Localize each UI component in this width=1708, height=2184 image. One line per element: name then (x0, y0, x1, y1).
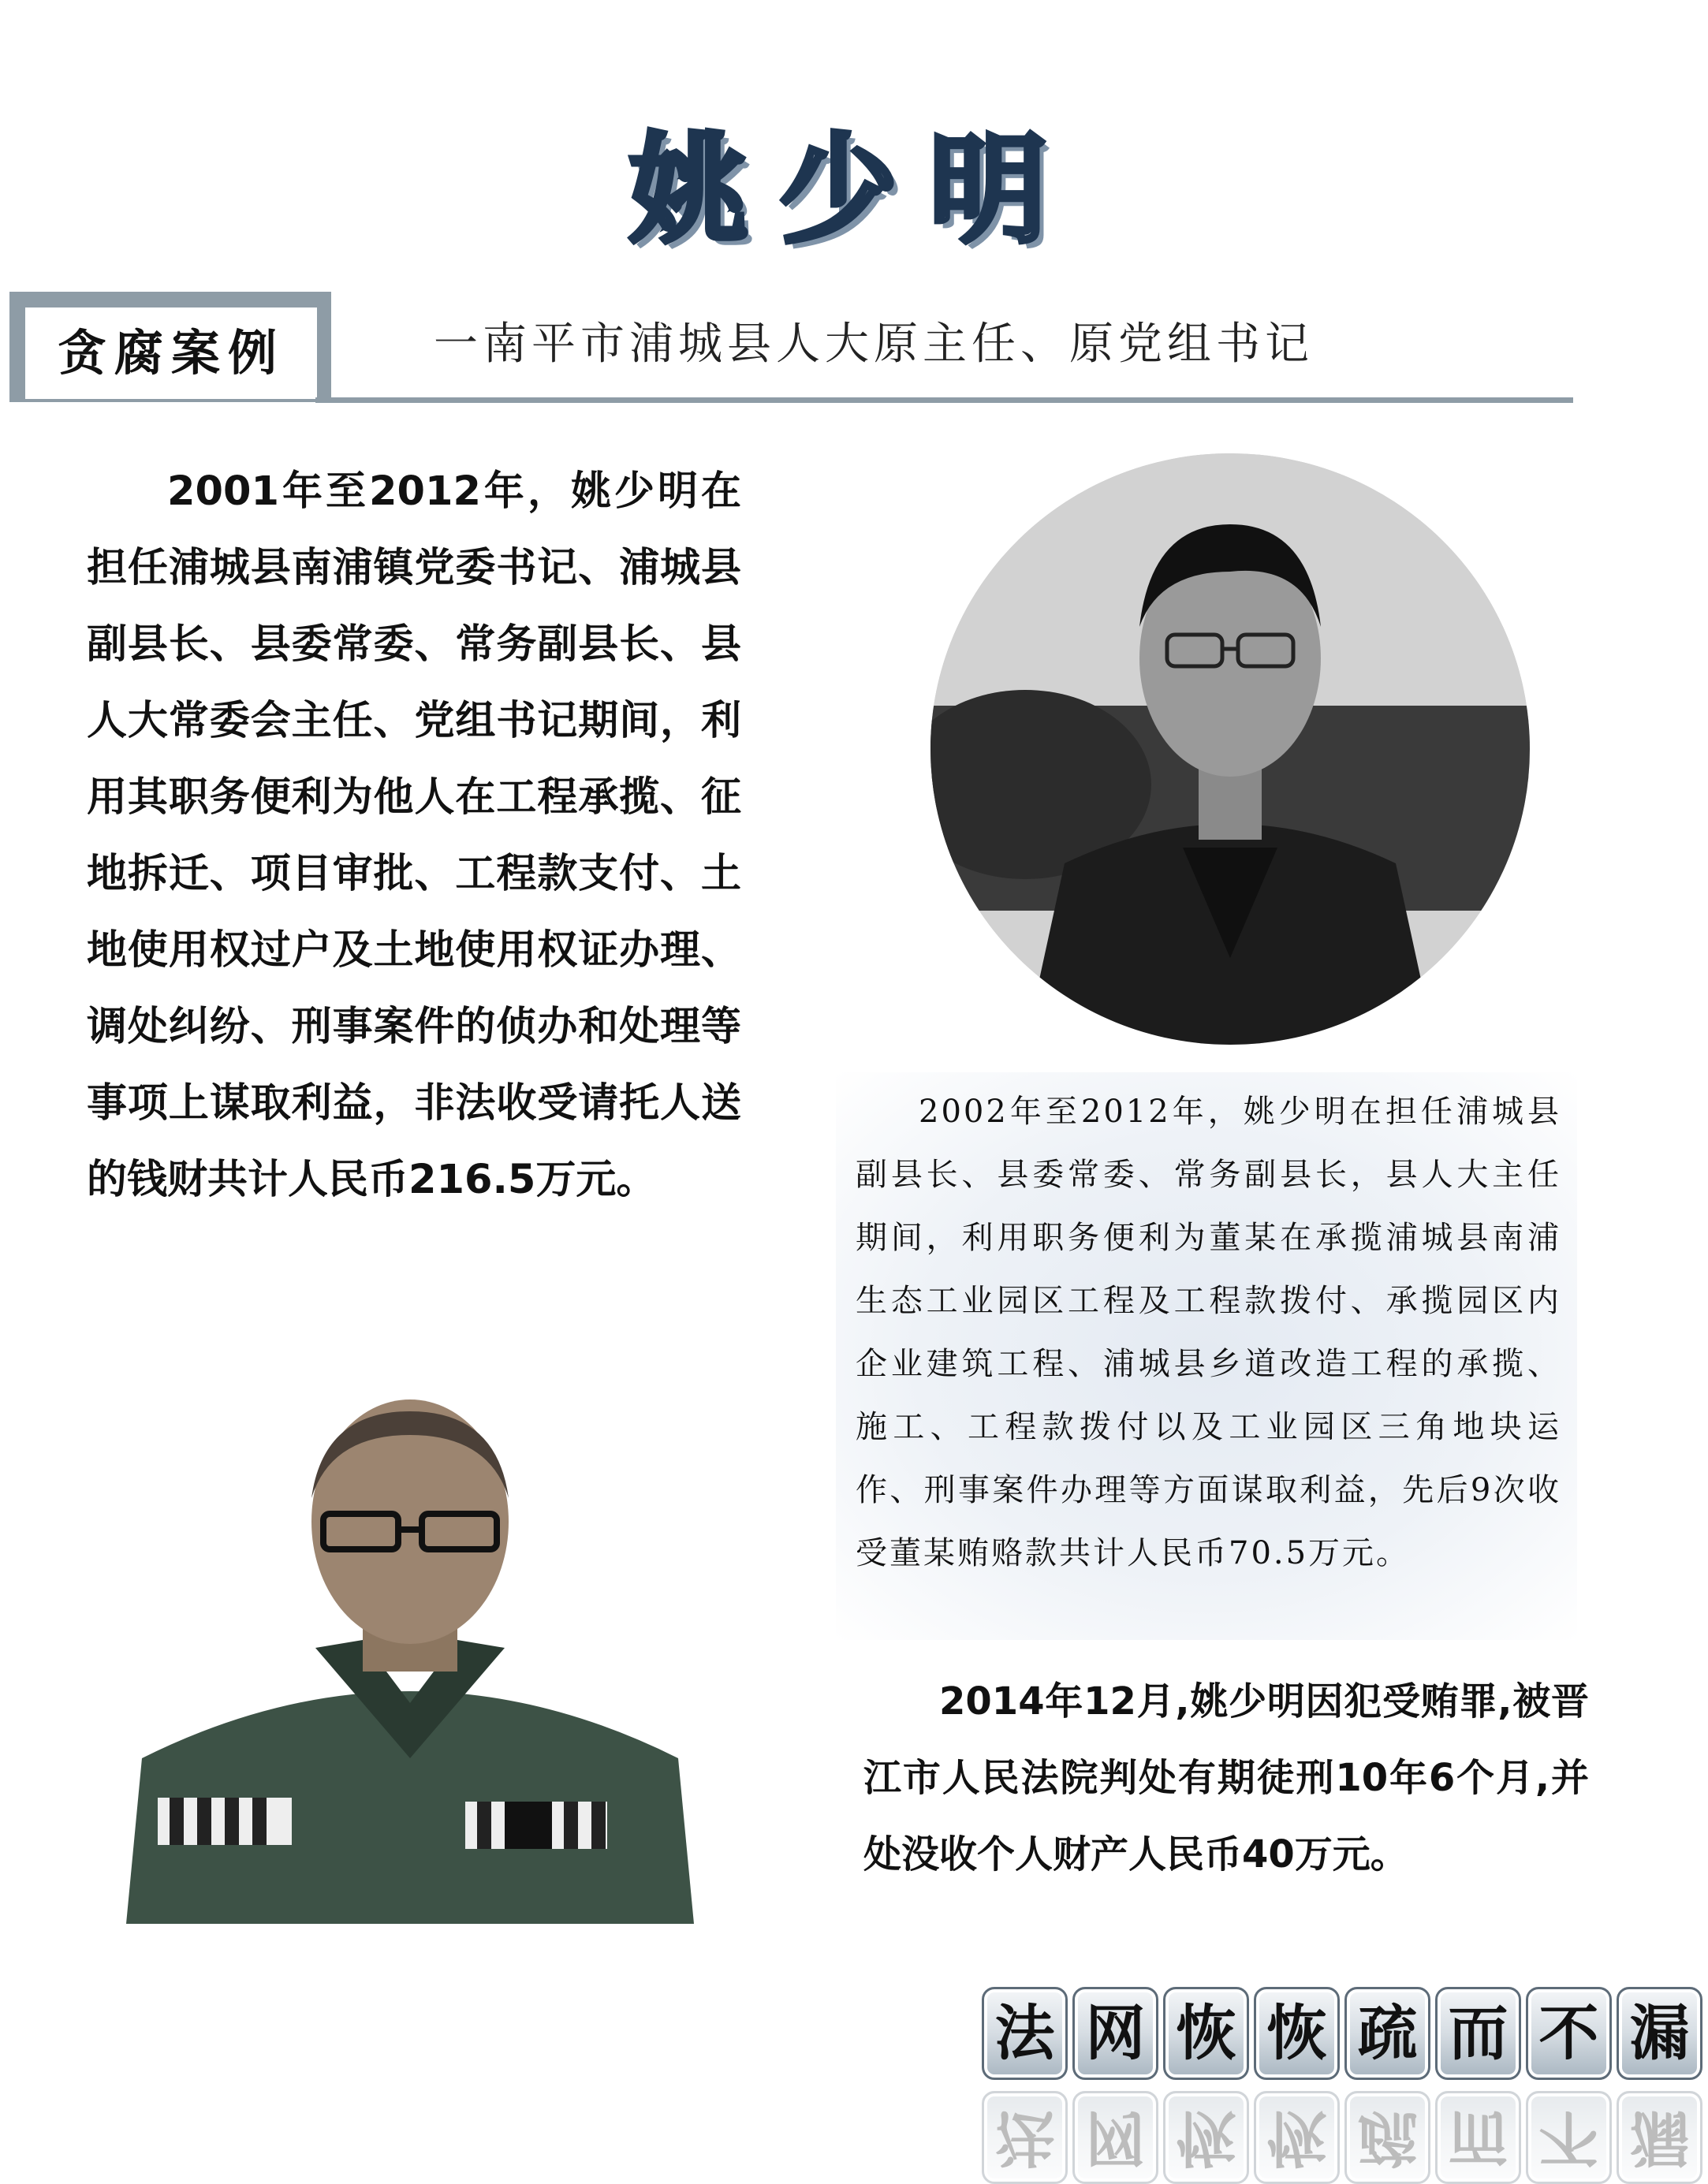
slogan-char: 恢 (1254, 1987, 1340, 2080)
portrait-illustration (930, 453, 1530, 1045)
slogan-reflection-char: 法 (982, 2091, 1068, 2184)
slogan-reflection (982, 2091, 1702, 2184)
slogan-char: 法 (982, 1987, 1068, 2080)
slogan-reflection-char: 恢 (1254, 2091, 1340, 2184)
slogan-reflection-char: 漏 (1617, 2091, 1702, 2184)
slogan-banner (982, 1987, 1702, 2080)
page-title: 姚少明 (628, 121, 1079, 259)
main-case-text: 2001年至2012年，姚少明在担任浦城县南浦镇党委书记、浦城县副县长、县委常委、常务副县长、县人大常委会主任、党组书记期间，利用其职务便利为他人在工程承揽、征地拆迁、项目审批、工程款支付、土地使用权过户及土地使用权证办理、调处纠纷、刑事案件的侦办和处理等事项上谋取利益，非法收受请托人送的钱财共计人民币216.5万元。 (87, 468, 741, 1203)
mugshot-illustration (126, 1388, 694, 1924)
slogan-char: 不 (1526, 1987, 1612, 2080)
slogan-char: 漏 (1617, 1987, 1702, 2080)
mugshot-photo (126, 1388, 694, 1924)
slogan-reflection-char: 网 (1072, 2091, 1158, 2184)
slogan-reflection-char: 而 (1435, 2091, 1521, 2184)
slogan-reflection-char: 疏 (1344, 2091, 1430, 2184)
verdict-text: 2014年12月,姚少明因犯受贿罪,被晋江市人民法院判处有期徒刑10年6个月,并处没收个人财产人民币40万元。 (863, 1679, 1589, 1877)
slogan-reflection-char: 不 (1526, 2091, 1612, 2184)
slogan-reflection-char: 恢 (1163, 2091, 1249, 2184)
header-label: 贪腐案例 (57, 324, 285, 382)
slogan-char: 恢 (1163, 1987, 1249, 2080)
slogan-char: 网 (1072, 1987, 1158, 2080)
header-divider (315, 397, 1573, 403)
header-subtitle: 一南平市浦城县人大原主任、原党组书记 (434, 319, 1314, 370)
caption-text: 2002年至2012年，姚少明在担任浦城县副县长、县委常委、常务副县长，县人大主任期间，利用职务便利为董某在承揽浦城县南浦生态工业园区工程及工程款拨付、承揽园区内企业建筑工程、浦城县乡道改造工程的承揽、施工、工程款拨付以及工业园区三角地块运作、刑事案件办理等方面谋取利益，先后9次收受董某贿赂款共计人民币70.5万元。 (856, 1094, 1561, 1571)
slogan-char: 疏 (1344, 1987, 1430, 2080)
slogan-char: 而 (1435, 1987, 1521, 2080)
portrait-photo (930, 453, 1530, 1045)
